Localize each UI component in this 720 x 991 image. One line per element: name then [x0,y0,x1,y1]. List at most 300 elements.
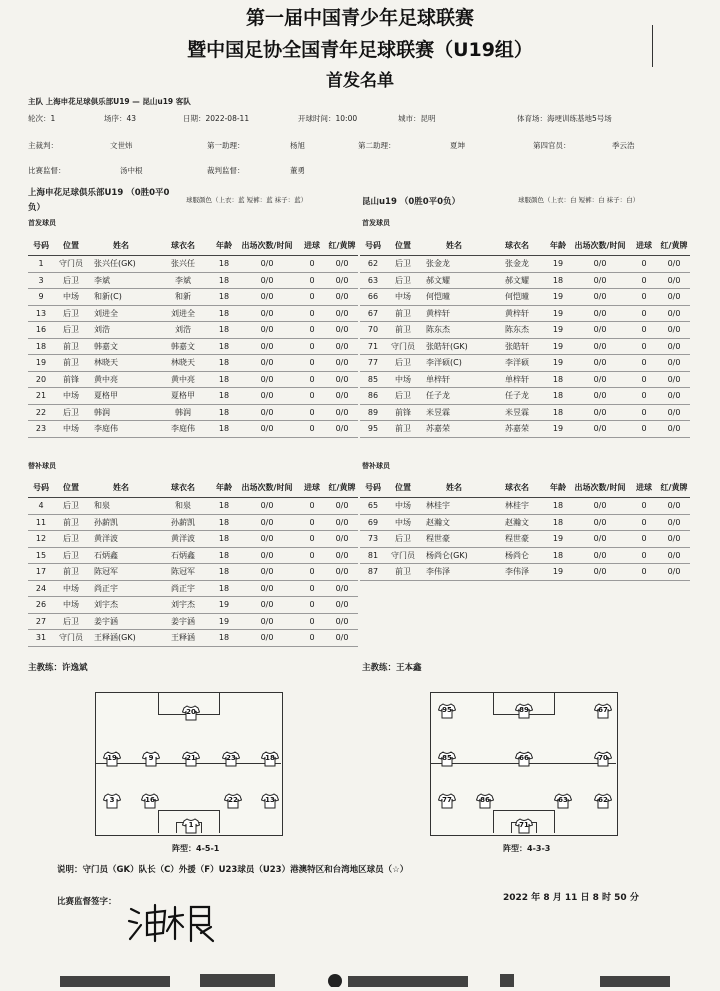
cell-goals: 0 [298,338,326,355]
col-header-shirt: 球衣名 [488,477,546,498]
jersey-number: 89 [519,706,529,714]
cell-cards: 0/0 [658,388,690,405]
col-header-no: 号码 [360,477,386,498]
cell-shirt: 米昱霖 [488,404,546,421]
cell-apps: 0/0 [236,514,298,531]
cell-apps: 0/0 [570,421,630,438]
cell-name: 尚正宇 [88,580,154,597]
cell-no: 70 [360,322,386,339]
away-kit: 球服颜色（上衣：白 短裤：白 袜子：白） [518,196,640,204]
player-row [360,514,690,531]
cell-goals: 0 [630,547,658,564]
cell-shirt: 孙薪凯 [154,514,212,531]
cell-pos: 前锋 [386,404,420,421]
cell-shirt: 张皓轩 [488,338,546,355]
player-row [360,421,690,438]
cell-goals: 0 [630,355,658,372]
cell-name: 任子龙 [420,388,488,405]
cell-no: 87 [360,564,386,581]
cell-no: 15 [28,547,54,564]
ar1-label: 第一助理： [207,141,245,150]
cell-apps: 0/0 [236,289,298,306]
title-line-3: 首发名单 [326,71,394,91]
cell-apps: 0/0 [236,355,298,372]
away-subs-label: 替补球员 [362,462,390,470]
cell-age: 18 [212,388,236,405]
home-starters-label: 首发球员 [28,219,56,227]
cell-apps: 0/0 [236,531,298,548]
cell-cards: 0/0 [326,630,358,647]
cell-goals: 0 [298,498,326,515]
col-header-shirt: 球衣名 [154,477,212,498]
cell-pos: 前卫 [54,355,88,372]
cell-name: 王释涵(GK) [88,630,154,647]
jersey-icon [438,793,456,809]
player-row [360,289,690,306]
cell-pos: 后卫 [54,498,88,515]
jersey-number: 18 [265,754,275,762]
cell-name: 黄中亮 [88,371,154,388]
cell-name: 郝文耀 [420,272,488,289]
cell-shirt: 郝文耀 [488,272,546,289]
col-header-cards: 红/黄牌 [326,235,358,256]
jersey-number: 85 [442,754,452,762]
jersey-number: 3 [109,796,115,804]
away-formation: 阵型：4-3-3 [503,844,551,853]
cell-no: 65 [360,498,386,515]
col-header-goals: 进球 [630,477,658,498]
col-header-goals: 进球 [298,235,326,256]
jersey-number: 67 [598,706,608,714]
cell-shirt: 林桂宇 [488,498,546,515]
cell-goals: 0 [298,388,326,405]
cell-no: 67 [360,305,386,322]
footer-sponsor-strip [0,968,720,987]
player-row [360,498,690,515]
teams-line: 主队 上海申花足球俱乐部U19 — 昆山u19 客队 [28,97,191,106]
cell-age: 18 [212,338,236,355]
cell-pos: 后卫 [54,322,88,339]
jersey-number: 70 [598,754,608,762]
supervisor-signature [125,895,245,949]
cell-name: 林晓天 [88,355,154,372]
cell-apps: 0/0 [570,531,630,548]
cell-age: 19 [546,289,570,306]
col-header-apps: 出场次数/时间 [570,235,630,256]
jersey-icon [103,751,121,767]
cell-cards: 0/0 [326,388,358,405]
title-line-2: 暨中国足协全国青年足球联赛（U19组） [187,39,533,61]
cell-apps: 0/0 [236,371,298,388]
cell-age: 18 [546,498,570,515]
player-row [360,404,690,421]
cell-cards: 0/0 [326,355,358,372]
col-header-name: 姓名 [420,235,488,256]
jersey-icon [476,793,494,809]
cell-name: 刘进全 [88,305,154,322]
cell-cards: 0/0 [326,272,358,289]
cell-apps: 0/0 [236,597,298,614]
col-header-age: 年龄 [212,235,236,256]
cell-no: 31 [28,630,54,647]
player-row [28,371,358,388]
cell-age: 18 [212,272,236,289]
cell-name: 石炳鑫 [88,547,154,564]
cell-pos: 前锋 [54,371,88,388]
cell-cards: 0/0 [326,305,358,322]
player-row [28,564,358,581]
cell-age: 19 [212,597,236,614]
cell-apps: 0/0 [236,547,298,564]
cell-shirt: 赵瀚文 [488,514,546,531]
cell-goals: 0 [630,371,658,388]
cell-cards: 0/0 [658,498,690,515]
cell-goals: 0 [298,256,326,273]
cell-pos: 中场 [386,514,420,531]
cell-apps: 0/0 [570,547,630,564]
cell-pos: 后卫 [54,305,88,322]
player-row [28,338,358,355]
cell-goals: 0 [298,531,326,548]
signature-scribble [125,895,245,945]
player-row [360,272,690,289]
cell-age: 18 [212,564,236,581]
col-header-pos: 位置 [54,235,88,256]
jersey-icon [141,793,159,809]
cell-pos: 中场 [386,371,420,388]
cell-shirt: 刘浩 [154,322,212,339]
cell-pos: 中场 [54,597,88,614]
col-header-cards: 红/黄牌 [658,477,690,498]
cell-no: 11 [28,514,54,531]
col-header-age: 年龄 [546,235,570,256]
cell-no: 24 [28,580,54,597]
cell-pos: 前卫 [386,322,420,339]
col-header-name: 姓名 [420,477,488,498]
jersey-number: 22 [228,796,238,804]
jersey-icon [142,751,160,767]
away-coach: 主教练：王本鑫 [362,663,422,673]
cell-apps: 0/0 [236,322,298,339]
cell-shirt: 程世豪 [488,531,546,548]
venue: 体育场：海埂训练基地5号场 [517,114,612,123]
cell-name: 林桂宇 [420,498,488,515]
cell-cards: 0/0 [326,404,358,421]
signature-label: 比赛监督签字： [57,897,117,907]
cell-goals: 0 [298,305,326,322]
cell-no: 1 [28,256,54,273]
cell-no: 19 [28,355,54,372]
away-starters-table [360,235,690,438]
cell-shirt: 韩嘉文 [154,338,212,355]
jersey-icon [224,793,242,809]
cell-no: 81 [360,547,386,564]
cell-goals: 0 [298,371,326,388]
ref-assessor: 董勇 [290,166,305,175]
cell-no: 69 [360,514,386,531]
col-header-name: 姓名 [88,235,154,256]
home-subs-label: 替补球员 [28,462,56,470]
cell-shirt: 韩润 [154,404,212,421]
away-formation-pitch [430,692,618,836]
cell-cards: 0/0 [326,322,358,339]
cell-goals: 0 [298,597,326,614]
cell-shirt: 李庭伟 [154,421,212,438]
cell-age: 18 [212,404,236,421]
cell-pos: 后卫 [54,613,88,630]
cell-age: 18 [212,355,236,372]
cell-age: 18 [212,498,236,515]
cell-no: 20 [28,371,54,388]
cell-goals: 0 [630,305,658,322]
cell-name: 陈东杰 [420,322,488,339]
cell-age: 18 [212,322,236,339]
cell-name: 李洋硕(C) [420,355,488,372]
jersey-number: 66 [519,754,529,762]
cell-cards: 0/0 [326,338,358,355]
cell-age: 19 [546,355,570,372]
cell-cards: 0/0 [658,289,690,306]
cell-name: 和泉 [88,498,154,515]
cell-name: 刘宇杰 [88,597,154,614]
player-row [360,338,690,355]
cell-apps: 0/0 [236,564,298,581]
cell-apps: 0/0 [570,256,630,273]
cell-pos: 中场 [54,289,88,306]
cell-shirt: 林晓天 [154,355,212,372]
col-header-goals: 进球 [630,235,658,256]
cell-apps: 0/0 [570,388,630,405]
cell-shirt: 张金龙 [488,256,546,273]
fourth-official-label: 第四官员： [533,141,571,150]
cell-goals: 0 [298,630,326,647]
jersey-icon [261,793,279,809]
cell-cards: 0/0 [326,597,358,614]
cell-no: 3 [28,272,54,289]
col-header-pos: 位置 [54,477,88,498]
player-row [360,371,690,388]
ar1: 杨旭 [290,141,305,150]
cell-shirt: 陈东杰 [488,322,546,339]
cell-goals: 0 [630,514,658,531]
cell-apps: 0/0 [236,613,298,630]
cell-pos: 后卫 [54,272,88,289]
cell-shirt: 黄中亮 [154,371,212,388]
cell-no: 26 [28,597,54,614]
cell-goals: 0 [630,531,658,548]
cell-goals: 0 [298,272,326,289]
cell-goals: 0 [630,256,658,273]
cell-no: 13 [28,305,54,322]
kickoff-time: 开球时间：10:00 [298,114,358,123]
cell-name: 夏格甲 [88,388,154,405]
cell-cards: 0/0 [326,613,358,630]
home-coach: 主教练：许逸斌 [28,663,88,673]
cell-shirt: 杨尚仑 [488,547,546,564]
player-row [28,305,358,322]
cell-name: 姜宇涵 [88,613,154,630]
cell-no: 62 [360,256,386,273]
cell-cards: 0/0 [326,289,358,306]
col-header-no: 号码 [28,235,54,256]
home-kit: 球服颜色（上衣：蓝 短裤：蓝 袜子：蓝） [186,196,308,204]
cell-age: 19 [546,564,570,581]
cell-apps: 0/0 [236,305,298,322]
cell-no: 18 [28,338,54,355]
cell-age: 19 [212,613,236,630]
cell-pos: 后卫 [386,355,420,372]
cell-age: 18 [546,514,570,531]
cell-pos: 前卫 [386,564,420,581]
referee: 文世炜 [110,141,133,150]
cell-apps: 0/0 [570,355,630,372]
cell-cards: 0/0 [658,338,690,355]
cell-goals: 0 [298,514,326,531]
cell-name: 单梓轩 [420,371,488,388]
supervisor-label: 比赛监督： [28,166,66,175]
cell-age: 18 [546,547,570,564]
cell-goals: 0 [298,613,326,630]
cell-cards: 0/0 [658,305,690,322]
cell-shirt: 和泉 [154,498,212,515]
cell-apps: 0/0 [236,421,298,438]
cell-pos: 中场 [386,289,420,306]
jersey-icon [515,703,533,719]
cell-pos: 中场 [54,421,88,438]
cell-shirt: 夏格甲 [154,388,212,405]
cell-name: 何恺曈 [420,289,488,306]
cell-no: 9 [28,289,54,306]
jersey-number: 1 [188,821,194,829]
jersey-icon [594,751,612,767]
cell-pos: 守门员 [54,256,88,273]
cell-no: 17 [28,564,54,581]
cell-age: 19 [546,256,570,273]
cell-shirt: 苏嘉荣 [488,421,546,438]
sponsor-logos [0,968,720,987]
cell-pos: 后卫 [386,388,420,405]
cell-age: 18 [212,580,236,597]
cell-apps: 0/0 [236,338,298,355]
jersey-number: 86 [480,796,490,804]
cell-pos: 后卫 [54,547,88,564]
cell-pos: 前卫 [386,305,420,322]
col-header-cards: 红/黄牌 [326,477,358,498]
player-row [28,630,358,647]
cell-goals: 0 [630,322,658,339]
cell-no: 16 [28,322,54,339]
cell-name: 杨尚仑(GK) [420,547,488,564]
cell-no: 27 [28,613,54,630]
cell-goals: 0 [630,498,658,515]
cell-name: 苏嘉荣 [420,421,488,438]
away-starters-label: 首发球员 [362,219,390,227]
cell-name: 和新(C) [88,289,154,306]
cell-no: 23 [28,421,54,438]
cell-goals: 0 [630,388,658,405]
cell-pos: 后卫 [386,531,420,548]
fourth-official: 季云浩 [612,141,635,150]
cell-pos: 后卫 [386,256,420,273]
jersey-number: 63 [558,796,568,804]
col-header-apps: 出场次数/时间 [570,477,630,498]
cell-no: 85 [360,371,386,388]
cell-name: 张皓轩(GK) [420,338,488,355]
ref-assessor-label: 裁判监督： [207,166,245,175]
jersey-icon [261,751,279,767]
cell-pos: 前卫 [54,564,88,581]
cell-goals: 0 [298,404,326,421]
jersey-number: 95 [442,706,452,714]
player-row [360,322,690,339]
city: 城市：昆明 [398,114,436,123]
away-team-line: 昆山u19 （0胜0平0负） [362,197,461,207]
cell-pos: 后卫 [386,272,420,289]
cell-no: 73 [360,531,386,548]
jersey-icon [182,751,200,767]
cell-shirt: 石炳鑫 [154,547,212,564]
cell-name: 米昱霖 [420,404,488,421]
cell-pos: 中场 [54,580,88,597]
cell-no: 66 [360,289,386,306]
cell-goals: 0 [630,421,658,438]
jersey-number: 19 [107,754,117,762]
cell-goals: 0 [630,289,658,306]
jersey-icon [182,818,200,834]
jersey-icon [515,818,533,834]
col-header-apps: 出场次数/时间 [236,477,298,498]
player-row [28,613,358,630]
cell-goals: 0 [298,564,326,581]
cell-apps: 0/0 [570,289,630,306]
col-header-pos: 位置 [386,235,420,256]
cell-apps: 0/0 [570,404,630,421]
cell-name: 黄梓轩 [420,305,488,322]
home-subs-table [28,477,358,647]
player-row [28,580,358,597]
cell-age: 19 [546,531,570,548]
jersey-number: 23 [226,754,236,762]
cell-cards: 0/0 [658,322,690,339]
away-subs-table [360,477,690,581]
cell-age: 18 [212,421,236,438]
player-row [360,305,690,322]
player-row [360,547,690,564]
cell-age: 19 [546,338,570,355]
cell-cards: 0/0 [658,514,690,531]
jersey-icon [438,751,456,767]
jersey-icon [438,703,456,719]
cell-apps: 0/0 [236,630,298,647]
cell-apps: 0/0 [570,322,630,339]
cell-age: 18 [546,272,570,289]
cell-shirt: 刘宇杰 [154,597,212,614]
col-header-no: 号码 [28,477,54,498]
cell-name: 韩嘉文 [88,338,154,355]
cell-apps: 0/0 [236,498,298,515]
cell-apps: 0/0 [570,371,630,388]
cell-apps: 0/0 [236,580,298,597]
cell-pos: 前卫 [386,421,420,438]
signature-datetime: 2022 年 8 月 11 日 8 时 50 分 [503,893,639,903]
cell-no: 22 [28,404,54,421]
cell-shirt: 何恺曈 [488,289,546,306]
cell-name: 黄洋波 [88,531,154,548]
cell-apps: 0/0 [570,338,630,355]
cell-shirt: 刘进全 [154,305,212,322]
cell-age: 18 [212,256,236,273]
round: 轮次：1 [28,114,56,123]
